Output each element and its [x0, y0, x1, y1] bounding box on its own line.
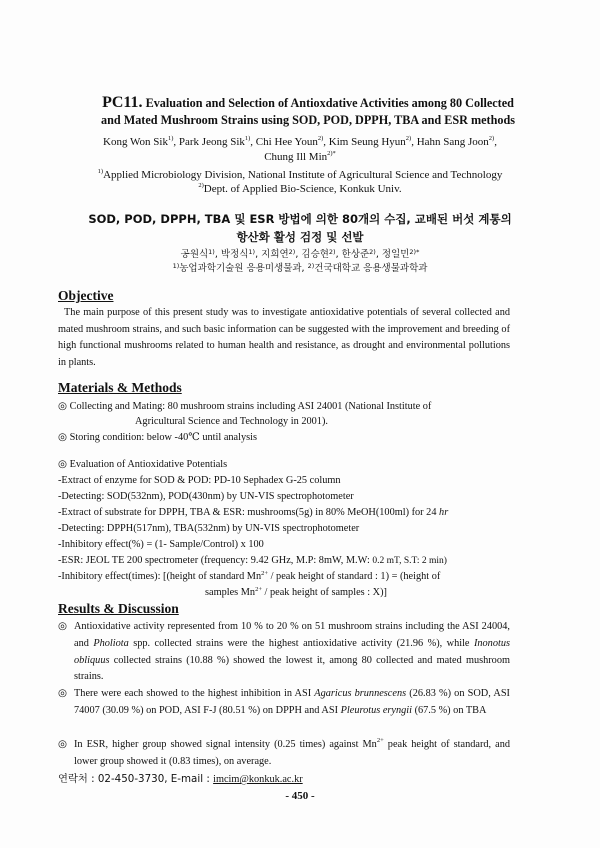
method-text: hr — [439, 507, 449, 518]
author-name: Chi Hee Youn — [255, 136, 318, 148]
result-text — [58, 686, 510, 720]
method-line — [58, 506, 448, 520]
species-name: Pleurotus eryngii — [340, 704, 412, 716]
author-sup: 2) — [288, 248, 296, 256]
method-text: / peak height of standard : 1) = (height of — [268, 571, 441, 582]
objective-text: The main purpose of this present study was to investigate antioxidative potentials of several collected and mated mushroom strains, and such basic information can be suggested with the improvement and breeding of high functional mushrooms related to human health and resistance, as drought and environmental pollutions in plants. — [58, 307, 510, 368]
korean-affiliation-2: 건국대학교 응용생물과학과 — [314, 263, 428, 274]
affiliation-2: Dept. of Applied Bio-Science, Konkuk Univ. — [203, 183, 402, 195]
method-text: / peak height of samples : X)] — [261, 587, 387, 598]
author-name: Hahn Sang Joon — [416, 136, 489, 148]
methods-bullet-3 — [58, 458, 227, 472]
author-name: Park Jeong Sik — [178, 136, 245, 148]
author-sup: 2) — [369, 248, 376, 256]
korean-author: 정일민 — [381, 249, 410, 260]
author-sup: 1) — [248, 248, 256, 256]
korean-authors: 공원식$^{1)}$, 박정식$^{1)}$, 지희연$^{2)}$, 김승현$^{2)}$, 한상준$^{2)}$, 정일민$^{2)*}$ $^{1)}$농업과학기술원 응용미생물과, $^{2)}$건국대학교 응용생물과학과 — [172, 248, 428, 274]
method-line — [205, 586, 387, 600]
author-sup: 1) — [167, 135, 174, 142]
author-name: Chung Ill Min — [264, 151, 328, 163]
bullet-icon: ◎ — [58, 688, 67, 699]
method-text: -ESR: JEOL TE 200 spectrometer (frequency: 9.42 GHz, M.P: 8mW, M.W: — [58, 555, 373, 566]
author-sup: 2) — [328, 248, 336, 256]
korean-affiliation-1: 농업과학기술원 응용미생물과, — [179, 263, 305, 274]
affiliation-1: Applied Microbiology Division, National Institute of Agricultural Science and Technology — [103, 169, 503, 181]
superscript: 2+ — [261, 570, 269, 577]
result-text-part: Antioxidative activity represented from 10 % to 20 % on 51 mushroom strains including the ASI 24004, and — [74, 621, 510, 649]
result-text-part: (26.83 %) on SOD, ASI 74007 (30.09 %) on POD, ASI F-J (80.51 %) on DPPH and ASI — [74, 688, 510, 716]
affil-sup: 2) — [307, 262, 315, 270]
korean-title-line-2: 항산화 활성 검정 및 선발 — [236, 230, 364, 244]
contact-line — [58, 770, 303, 785]
species-name: Agaricus brunnescens — [314, 688, 407, 699]
method-line: -Inhibitory effect(%) = (1- Sample/Control) x 100 — [58, 539, 264, 550]
method-line — [58, 554, 447, 568]
result-text-part: spp. collected strains were the highest antioxidative activity (21.96 %), while — [128, 637, 474, 649]
author-sup: 2) — [317, 135, 324, 142]
result-text — [58, 737, 510, 771]
paper-title — [58, 94, 558, 129]
methods-bullet-2 — [58, 431, 257, 445]
bullet-icon: ◎ — [58, 621, 67, 632]
method-text: samples Mn — [205, 587, 256, 598]
page-number: - 450 - — [285, 790, 315, 802]
bullet-icon: ◎ — [58, 739, 67, 750]
result-item-2 — [58, 686, 510, 720]
author-sup: 2) — [405, 135, 412, 142]
result-text-part: collected strains (10.88 %) showed the lowest it, among 80 collected and mated mushroom strains. — [74, 654, 510, 683]
title-line-2: and Mated Mushroom Strains using SOD, POD, DPPH, TBA and ESR methods — [101, 113, 515, 127]
result-text — [58, 619, 510, 686]
affil-sup: 1) — [97, 168, 104, 175]
korean-author: 한상준 — [341, 249, 370, 260]
author-name: Kong Won Sik — [103, 136, 168, 148]
author-list: Kong Won Sik$^{1)}$, Park Jeong Sik$^{1)}$, Chi Hee Youn$^{2)}$, Kim Seung Hyun$^{2)}$, Hahn Sang Joon$^{2)}$, Chung Ill Min$^{2)*}$ — [103, 135, 497, 163]
author-sup: 1) — [208, 248, 215, 256]
methods-bullet-1-cont: Agricultural Science and Technology in 2001). — [135, 416, 328, 427]
korean-author: 김승현 — [301, 249, 329, 260]
email-link[interactable]: imcim@konkuk.ac.kr — [213, 774, 303, 785]
result-text-part: There were each showed to the highest inhibition in ASI — [74, 688, 315, 699]
korean-title-line-1: SOD, POD, DPPH, TBA 및 ESR 방법에 의한 80개의 수집, 교배된 버섯 계통의 — [88, 212, 512, 226]
result-text-part: In ESR, higher group showed signal intensity (0.25 times) against Mn — [74, 739, 377, 750]
author-sup: 2)* — [327, 150, 336, 157]
methods-heading: Materials & Methods — [58, 380, 182, 395]
author-sup: 1) — [244, 135, 251, 142]
contact-label: 연락처 : 02-450-3730, E-mail : — [58, 773, 214, 785]
objective-heading: Objective — [58, 288, 114, 303]
result-item-1 — [58, 619, 510, 686]
method-line: -Detecting: DPPH(517nm), TBA(532nm) by UN-VIS spectrophotometer — [58, 523, 360, 534]
method-line: -Extract of enzyme for SOD & POD: PD-10 Sephadex G-25 column — [58, 475, 341, 486]
bullet-text: Evaluation of Antioxidative Potentials — [69, 459, 228, 470]
title-line-1: Evaluation and Selection of Antioxdative Activities among 80 Collected — [145, 96, 514, 110]
bullet-icon: ◎ — [58, 401, 67, 412]
bullet-icon: ◎ — [58, 432, 67, 443]
bullet-text: Collecting and Mating: 80 mushroom strains including ASI 24001 (National Institute of — [69, 401, 432, 412]
author-sup: 2) — [488, 135, 495, 142]
affiliations — [50, 168, 550, 196]
korean-author: 지희연 — [261, 249, 289, 260]
paper-code: PC11. — [102, 94, 143, 111]
species-name: Pholiota — [93, 637, 129, 649]
bullet-text: Storing condition: below -40℃ until analysis — [69, 432, 257, 443]
result-text-part: (67.5 %) on TBA — [412, 704, 487, 716]
results-heading: Results & Discussion — [58, 601, 179, 616]
korean-author: 박정식 — [220, 249, 249, 260]
author-sup: 2)* — [409, 248, 420, 256]
superscript: 2+ — [255, 586, 262, 593]
superscript: 2+ — [376, 737, 384, 744]
korean-title — [50, 210, 550, 246]
method-line: -Detecting: SOD(532nm), POD(430nm) by UN-VIS spectrophotometer — [58, 491, 354, 502]
method-line — [58, 570, 440, 584]
method-text: -Inhibitory effect(times): [(height of standard Mn — [58, 571, 262, 582]
bullet-icon: ◎ — [58, 459, 67, 470]
affil-sup: 2) — [198, 182, 204, 189]
methods-bullet-1 — [58, 400, 431, 414]
korean-author: 공원식 — [180, 249, 209, 260]
method-text: 0.2 mT, S.T: 2 min) — [372, 556, 447, 566]
method-text: -Extract of substrate for DPPH, TBA & ESR: mushrooms(5g) in 80% MeOH(100ml) for 24 — [58, 507, 440, 518]
author-name: Kim Seung Hyun — [328, 136, 406, 148]
affil-sup: 1) — [172, 262, 180, 270]
result-item-3 — [58, 737, 510, 771]
result-text-part: peak height of standard, and lower group showed it (0.83 times), on average. — [74, 739, 510, 767]
species-name: Inonotus obliquus — [74, 637, 510, 666]
